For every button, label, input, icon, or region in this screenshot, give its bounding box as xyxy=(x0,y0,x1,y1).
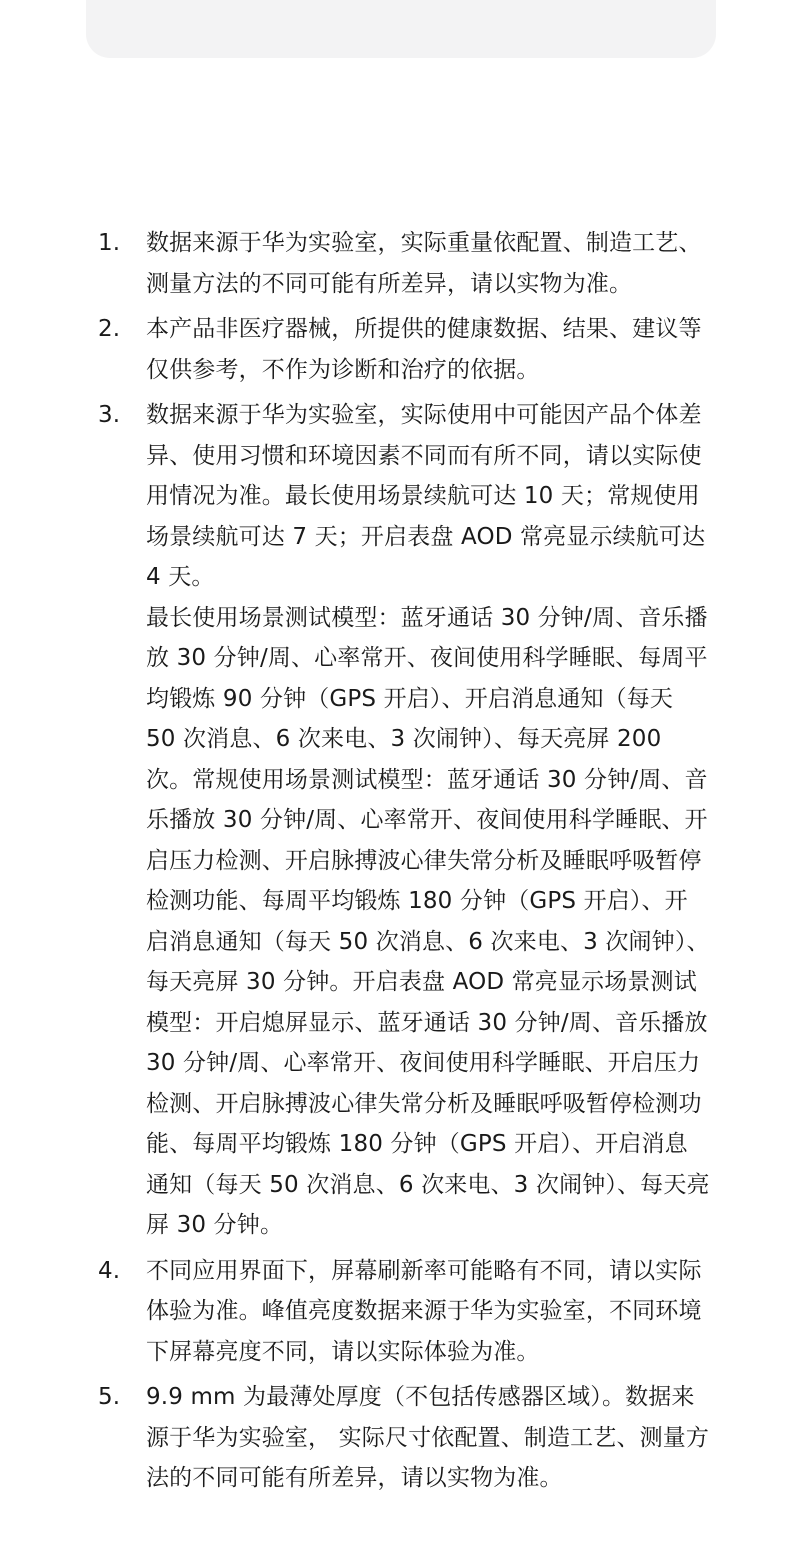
notes-list xyxy=(98,223,710,1504)
note-text: 本产品非医疗器械，所提供的健康数据、结果、建议等仅供参考，不作为诊断和治疗的依据。 xyxy=(146,316,702,383)
note-number: 1. xyxy=(98,230,121,256)
note-text: 不同应用界面下，屏幕刷新率可能略有不同，请以实际体验为准。峰值亮度数据来源于华为实验室，不同环境下屏幕亮度不同，请以实际体验为准。 xyxy=(146,1257,702,1365)
note-text: 9.9 mm 为最薄处厚度（不包括传感器区域）。数据来源于华为实验室， 实际尺寸依配置、制造工艺、测量方法的不同可能有所差异，请以实物为准。 xyxy=(146,1384,710,1491)
note-number: 4. xyxy=(98,1257,121,1284)
note-test-model-text: 最长使用场景测试模型：蓝牙通话 30 分钟/周、音乐播放 30 分钟/周、心率常开、夜间使用科学睡眠、每周平均锻炼 90 分钟（GPS 开启）、开启消息通知（每天 50 次消息、6 次来电、3 次闹钟）、每天亮屏 200 次。常规使用场景测试模型：蓝牙通话 30 分钟/周、音乐播放 30 分钟/周、心率常开、夜间使用科学睡眠、开启压力检测、开启脉搏波心律失常分析及睡眠呼吸暂停检测功能、每周平均锻炼 180 分钟（GPS 开启）、开启消息通知（每天 50 次消息、6 次来电、3 次闹钟）、每天亮屏 30 分钟。开启表盘 AOD 常亮显示场景测试模型：开启熄屏显示、蓝牙通话 30 分钟/周、音乐播放 30 分钟/周、心率常开、夜间使用科学睡眠、开启压力检测、开启脉搏波心律失常分析及睡眠呼吸暂停检测功能、每周平均锻炼 180 分钟（GPS 开启）、开启消息通知（每天 50 次消息、6 次来电、3 次闹钟）、每天亮屏 30 分钟。 xyxy=(146,604,710,1238)
note-number: 3. xyxy=(98,402,121,428)
note-item-3 xyxy=(98,395,710,1246)
note-item-4 xyxy=(98,1251,710,1373)
note-item-1 xyxy=(98,223,710,304)
note-number: 5. xyxy=(98,1384,121,1410)
note-text: 数据来源于华为实验室，实际重量依配置、制造工艺、测量方法的不同可能有所差异，请以实物为准。 xyxy=(146,230,702,297)
note-number: 2. xyxy=(98,316,121,342)
note-item-2 xyxy=(98,309,710,390)
top-card xyxy=(86,0,716,58)
note-text: 数据来源于华为实验室，实际使用中可能因产品个体差异、使用习惯和环境因素不同而有所不同，请以实际使用情况为准。最长使用场景续航可达 10 天；常规使用场景续航可达 7 天；开启表盘 AOD 常亮显示续航可达 4 天。 xyxy=(146,402,706,590)
note-item-5 xyxy=(98,1377,710,1499)
